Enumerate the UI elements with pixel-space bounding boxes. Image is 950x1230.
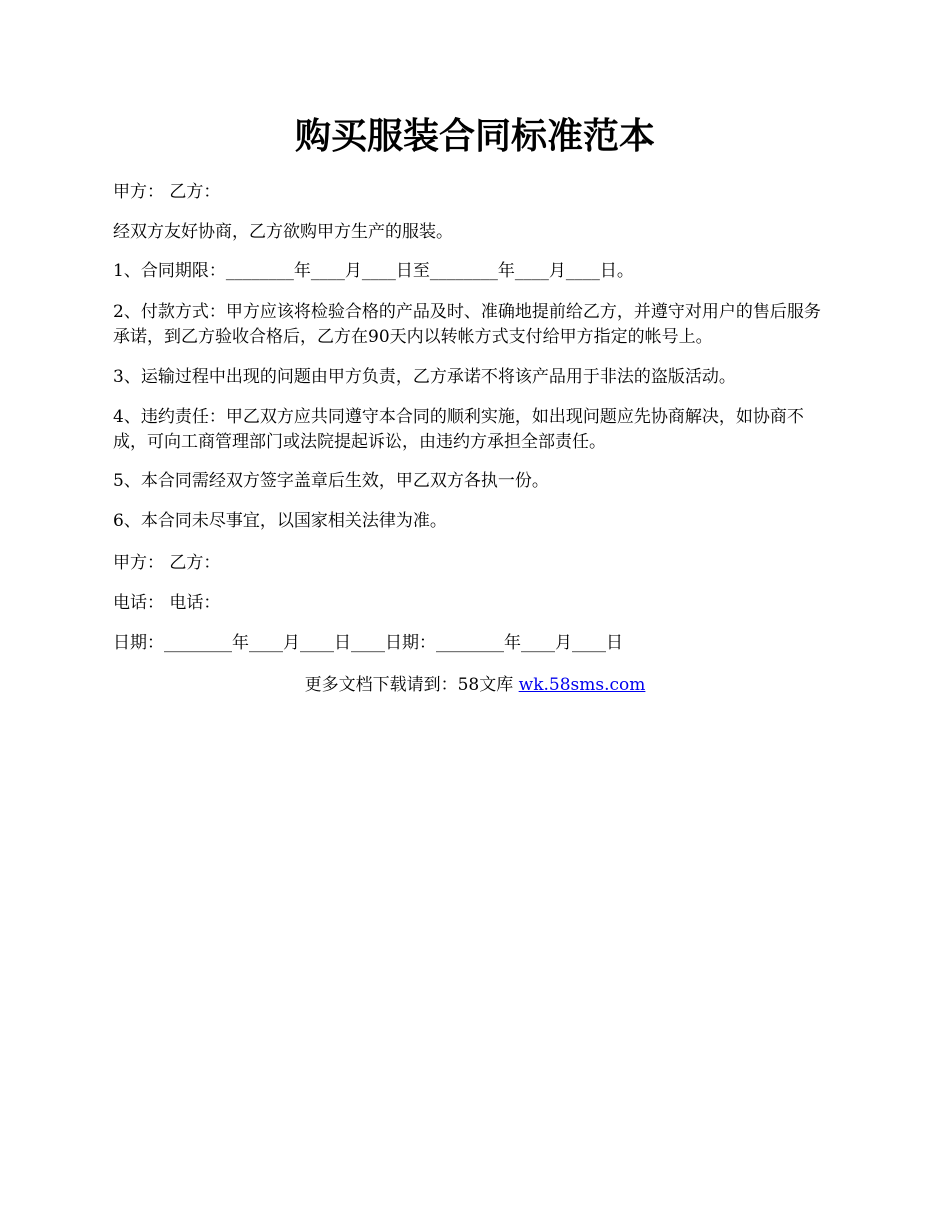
- footer-download-note: [0, 673, 950, 698]
- footer-prefix: 更多文档下载请到：58文库: [304, 675, 519, 695]
- clause-6: 6、本合同未尽事宜，以国家相关法律为准。: [113, 511, 447, 531]
- clause-3: 3、运输过程中出现的问题由甲方负责，乙方承诺不将该产品用于非法的盗版活动。: [113, 367, 736, 387]
- clause-2: 2、付款方式：甲方应该将检验合格的产品及时、准确地提前给乙方，并遵守对用户的售后服务承诺，到乙方验收合格后，乙方在90天内以转帐方式支付给甲方指定的帐号上。: [113, 302, 821, 347]
- document-title: 购买服装合同标准范本: [294, 115, 655, 157]
- clause-5: 5、本合同需经双方签字盖章后生效，甲乙双方各执一份。: [113, 471, 549, 491]
- sign-date: 日期：________年____月____日____日期：________年____月____日: [113, 633, 623, 653]
- header-parties: 甲方： 乙方：: [113, 182, 221, 202]
- clause-4: 4、违约责任：甲乙双方应共同遵守本合同的顺利实施，如出现问题应先协商解决，如协商不成，可向工商管理部门或法院提起诉讼，由违约方承担全部责任。: [113, 407, 804, 452]
- sign-parties: 甲方： 乙方：: [113, 553, 221, 573]
- intro-paragraph: 经双方友好协商，乙方欲购甲方生产的服装。: [113, 222, 453, 242]
- sign-phone: 电话： 电话：: [113, 593, 221, 613]
- clause-1: 1、合同期限：________年____月____日至________年____月____日。: [113, 261, 634, 281]
- footer-link[interactable]: wk.58sms.com: [518, 675, 646, 695]
